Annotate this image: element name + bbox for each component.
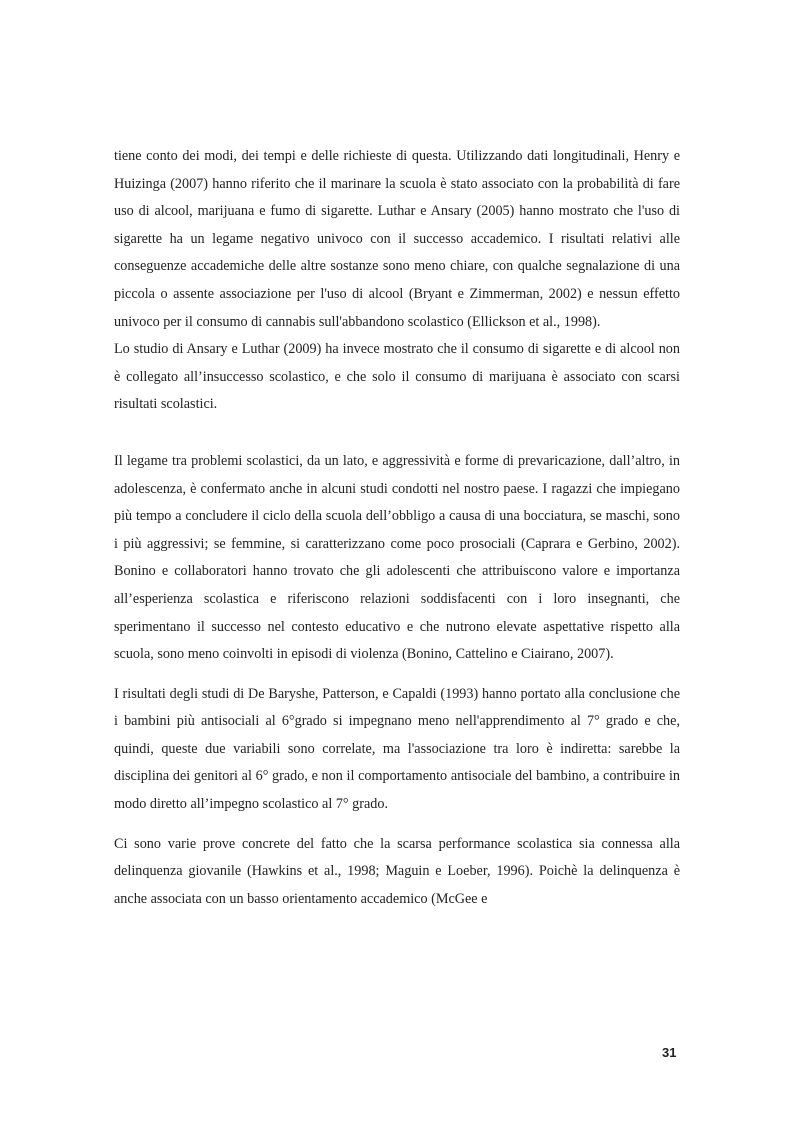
paragraph-2: Lo studio di Ansary e Luthar (2009) ha invece mostrato che il consumo di sigarette e di alcool non è collegato all’insuccesso scolastico, e che solo il consumo di marijuana è associato con scarsi risultati scolastici. [114, 341, 680, 413]
document-text-block [114, 143, 680, 913]
paragraph-5: Ci sono varie prove concrete del fatto che la scarsa performance scolastica sia connessa alla delinquenza giovanile (Hawkins et al., 1998; Maguin e Loeber, 1996). Poichè la delinquenza è anche associata con un basso orientamento accademico (McGee e [114, 835, 680, 907]
paragraph-1: tiene conto dei modi, dei tempi e delle richieste di questa. Utilizzando dati longitudinali, Henry e Huizinga (2007) hanno riferito che il marinare la scuola è stato associato con la probabilità di fare uso di alcool, marijuana e fumo di sigarette. Luthar e Ansary (2005) hanno mostrato che l'uso di sigarette ha un legame negativo univoco con il successo accademico. I risultati relativi alle conseguenze accademiche delle altre sostanze sono meno chiare, con qualche segnalazione di una piccola o assente associazione per l'uso di alcool (Bryant e Zimmerman, 2002) e nessun effetto univoco per il consumo di cannabis sull'abbandono scolastico (Ellickson et al., 1998). [114, 148, 680, 330]
page-number: 31 [662, 1045, 677, 1060]
paragraph-3: Il legame tra problemi scolastici, da un lato, e aggressività e forme di prevaricazione, dall’altro, in adolescenza, è confermato anche in alcuni studi condotti nel nostro paese. I ragazzi che impiegano più tempo a concludere il ciclo della scuola dell’obbligo a causa di una bocciatura, se maschi, sono i più aggressivi; se femmine, si caratterizzano come poco prosociali (Caprara e Gerbino, 2002). Bonino e collaboratori hanno trovato che gli adolescenti che attribuiscono valore e importanza all’esperienza scolastica e riferiscono relazioni soddisfacenti con i loro insegnanti, che sperimentano il successo nel contesto educativo e che nutrono elevate aspettative rispetto alla scuola, sono meno coinvolti in episodi di violenza (Bonino, Cattelino e Ciairano, 2007). [114, 452, 680, 663]
paragraph-4: I risultati degli studi di De Baryshe, Patterson, e Capaldi (1993) hanno portato alla conclusione che i bambini più antisociali al 6°grado si impegnano meno nell'apprendimento al 7° grado e che, quindi, queste due variabili sono correlate, ma l'associazione tra loro è indiretta: sarebbe la disciplina dei genitori al 6° grado, e non il comportamento antisociale del bambino, a contribuire in modo diretto all’impegno scolastico al 7° grado. [114, 685, 680, 813]
